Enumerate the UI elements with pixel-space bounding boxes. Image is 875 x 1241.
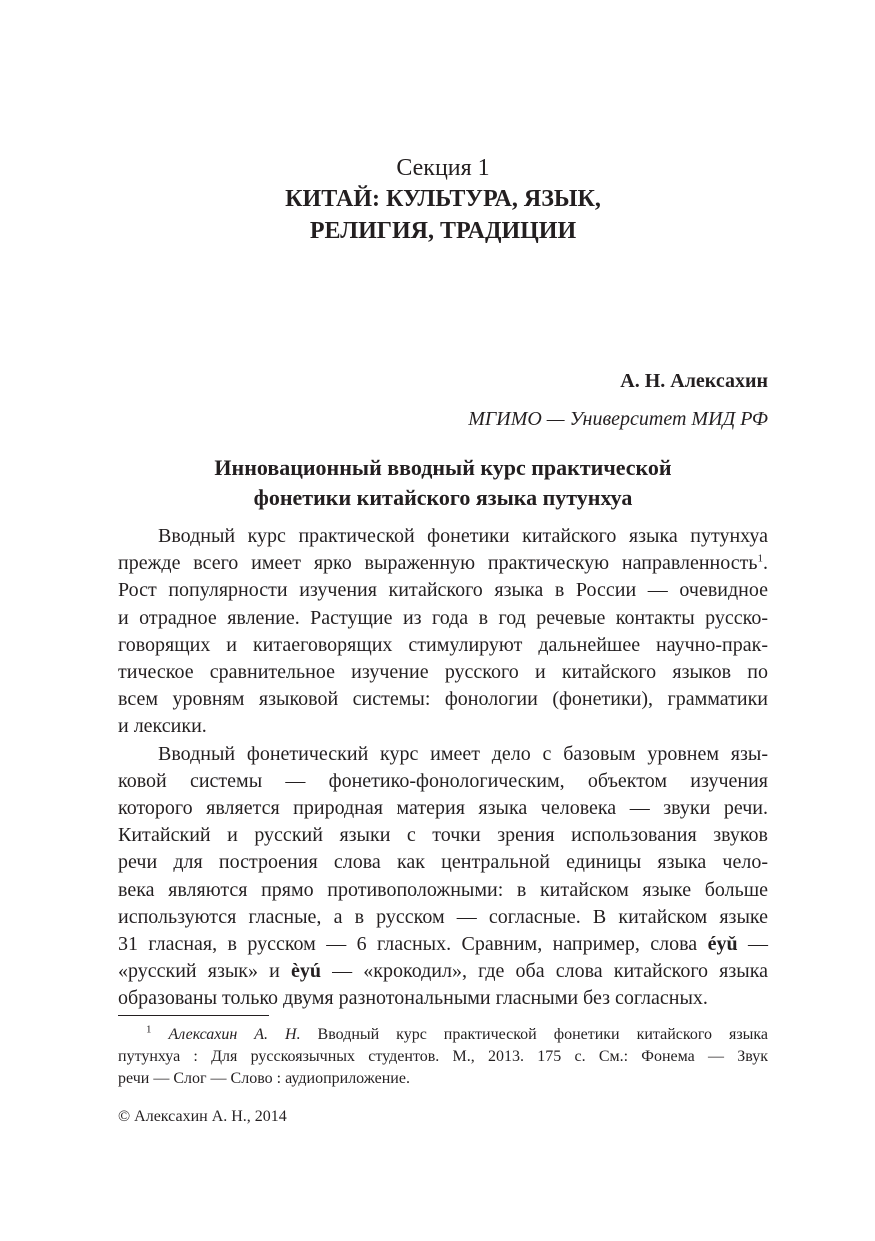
paragraph-2-line-3: которого является природная материя языка человека — звуки речи. <box>118 797 768 820</box>
paragraph-2-line-4: Китайский и русский языки с точки зрения использования звуков <box>118 824 768 847</box>
article-body <box>118 523 768 1013</box>
paragraph-1-line-4: и отрадное явление. Растущие из года в год речевые контакты русско- <box>118 606 768 629</box>
article-title-line-2: фонетики китайского языка путунхуа <box>253 485 633 510</box>
paragraph-1-line-7: всем уровням языковой системы: фонологии (фонетики), грамматики <box>118 688 768 711</box>
footnote-number: 1 <box>146 1023 152 1036</box>
paragraph-1-line-2-end: . <box>763 552 768 575</box>
footnote-line-3: речи — Слог — Слово : аудиоприложение. <box>118 1070 410 1087</box>
paragraph-2 <box>118 741 768 1013</box>
footnote-line-1-rest: Вводный курс практической фонетики китайского языка <box>317 1026 769 1043</box>
paragraph-2-line-8-dash: — <box>748 933 768 956</box>
pinyin-word-crocodile: èyú <box>291 960 321 983</box>
paragraph-2-line-9-rest: — «крокодил», где оба слова китайского языка <box>332 960 768 983</box>
section-label: Секция 1 <box>396 155 490 181</box>
paragraph-1-line-2 <box>118 550 768 577</box>
footnote-line-2: путунхуа : Для русскоязычных студентов. М., 2013. 175 с. См.: Фонема — Звук <box>118 1048 768 1065</box>
paragraph-1 <box>118 523 768 741</box>
footnote-ref: 1 <box>757 552 763 565</box>
paragraph-1-line-6: тическое сравнительное изучение русского и китайского языков по <box>118 661 768 684</box>
paragraph-1-line-2-text: прежде всего имеет ярко выраженную практическую направленность <box>118 552 758 575</box>
paragraph-2-line-2: ковой системы — фонетико-фонологическим, объектом изучения <box>118 769 768 792</box>
paragraph-2-line-10: образованы только двумя разнотональными гласными без согласных. <box>118 987 708 1010</box>
section-title <box>118 183 768 247</box>
paragraph-2-line-5: речи для построения слова как центральной единицы языка чело- <box>118 851 768 874</box>
paragraph-2-line-8-text: 31 гласная, в русском — 6 гласных. Сравним, например, слова <box>118 933 698 956</box>
paragraph-1-line-1: Вводный курс практической фонетики китайского языка путунхуа <box>158 525 768 547</box>
footnote-divider <box>118 1015 269 1016</box>
footnote-line-1 <box>118 1024 768 1046</box>
paragraph-2-line-8 <box>118 931 768 958</box>
footnote-author: Алексахин А. Н. <box>168 1026 301 1043</box>
footnote <box>118 1024 768 1090</box>
paragraph-2-line-6: века являются прямо противоположными: в китайском языке больше <box>118 878 768 901</box>
paragraph-1-line-5: говорящих и китаеговорящих стимулируют дальнейшее научно-прак- <box>118 633 768 656</box>
paragraph-2-line-9 <box>118 958 768 985</box>
section-title-line-2: РЕЛИГИЯ, ТРАДИЦИИ <box>309 218 577 244</box>
article-title <box>118 453 768 513</box>
paragraph-2-line-1: Вводный фонетический курс имеет дело с базовым уровнем язы- <box>158 742 768 765</box>
paragraph-1-line-3: Рост популярности изучения китайского языка в России — очевидное <box>118 579 768 602</box>
author-name: А. Н. Алексахин <box>620 370 768 392</box>
section-title-line-1: КИТАЙ: КУЛЬТУРА, ЯЗЫК, <box>285 186 601 212</box>
article-title-line-1: Инновационный вводный курс практической <box>214 455 672 480</box>
paragraph-2-line-7: используются гласные, а в русском — согласные. В китайском языке <box>118 905 768 928</box>
paragraph-2-line-9-text: «русский язык» и <box>118 960 280 983</box>
author-affiliation: МГИМО — Университет МИД РФ <box>468 408 768 430</box>
pinyin-word-russian-language: éyǔ <box>707 933 738 956</box>
copyright-notice: © Алексахин А. Н., 2014 <box>118 1108 287 1125</box>
paragraph-1-line-8: и лексики. <box>118 715 207 738</box>
